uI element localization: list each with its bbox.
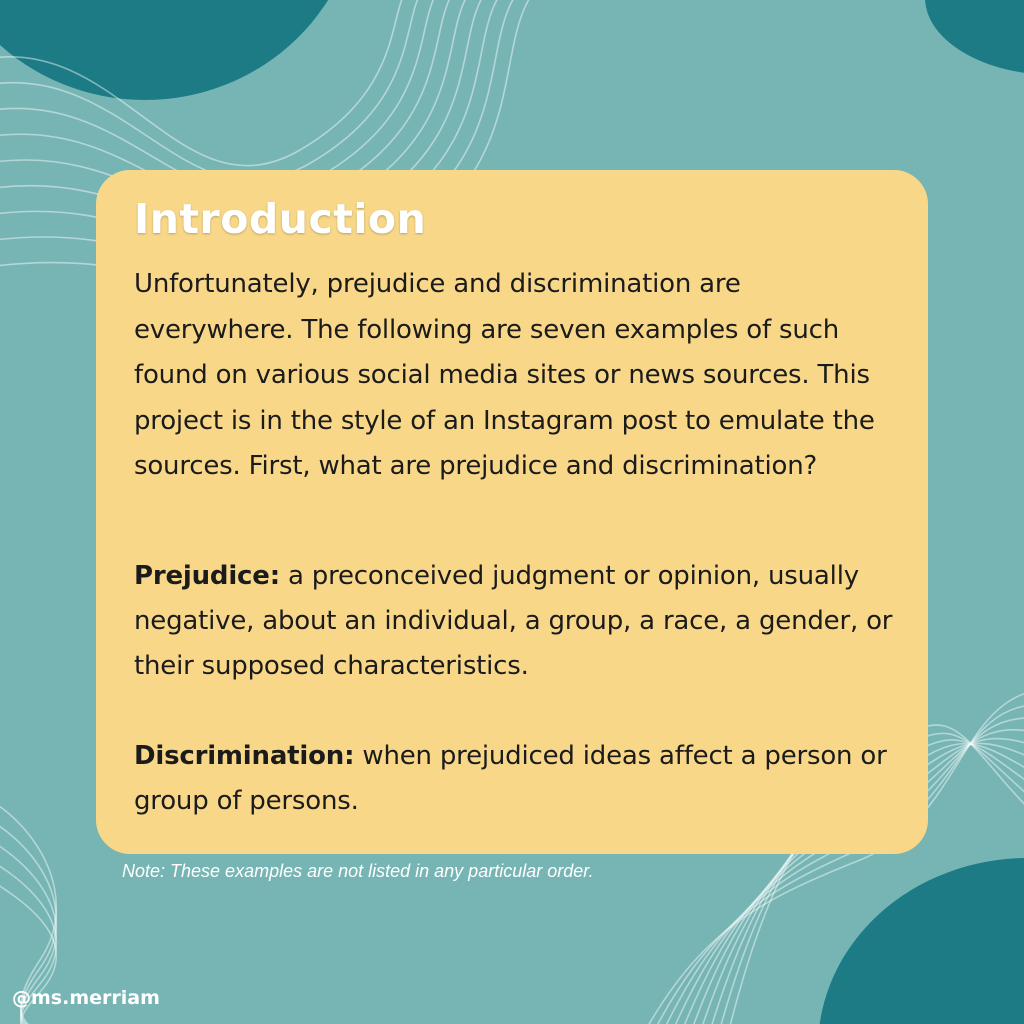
order-note: Note: These examples are not listed in any particular order. xyxy=(122,861,594,881)
prejudice-definition-text: a preconceived judgment or opinion, usually negative, about an individual, a group, a race, a gender, or their supposed characteristics. xyxy=(134,561,893,681)
intro-paragraph: Unfortunately, prejudice and discrimination are everywhere. The following are seven examples of such found on various social media sites or news sources. This project is in the style of an Instagram post to emulate the sources. First, what are prejudice and discrimination? xyxy=(134,269,875,481)
discrimination-definition xyxy=(134,734,894,824)
wave-line xyxy=(0,0,420,166)
wave-line xyxy=(0,0,436,180)
discrimination-definition-text: when prejudiced ideas affect a person or group of persons. xyxy=(134,741,887,816)
intro-card xyxy=(96,170,928,854)
card-title: Introduction xyxy=(134,195,427,243)
discrimination-term: Discrimination: xyxy=(134,741,355,771)
prejudice-definition xyxy=(134,554,894,689)
author-handle: @ms.merriam xyxy=(12,987,160,1009)
prejudice-term: Prejudice: xyxy=(134,561,280,591)
wave-line xyxy=(0,0,451,195)
